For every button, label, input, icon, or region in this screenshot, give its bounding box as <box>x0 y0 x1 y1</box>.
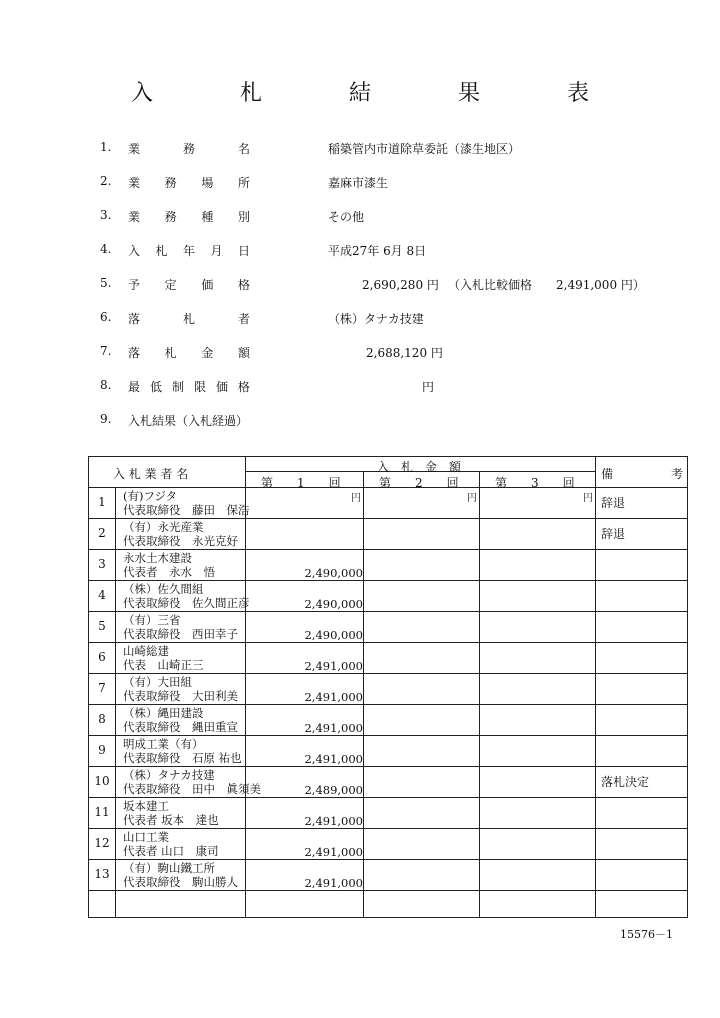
item-label-char: 場 <box>201 176 214 190</box>
info-item <box>100 344 700 378</box>
item-label-char: 低 <box>149 380 162 394</box>
item-number: 7. <box>100 344 112 358</box>
item-label-char: 最 <box>128 380 141 394</box>
bidder-representative: 代表 山崎正三 <box>123 658 204 672</box>
info-item <box>100 174 700 208</box>
bidder-company: （有）駒山鐵工所 <box>123 861 215 875</box>
info-item <box>100 378 700 412</box>
bidder-company: 坂本建工 <box>123 799 169 813</box>
item-value: 2,690,280 円 <box>362 278 439 292</box>
item-label-char: 業 <box>128 210 141 224</box>
header-round-1: 第 1 回 <box>261 476 341 490</box>
header-remarks-1: 備 <box>601 467 614 481</box>
remarks-note: 辞退 <box>601 496 626 510</box>
item-label-char: 格 <box>237 278 250 292</box>
item-value: 平成27年 6月 8日 <box>328 244 427 258</box>
info-item <box>100 242 700 276</box>
item-label <box>128 378 250 395</box>
bid-results-table <box>88 456 688 918</box>
item-number: 8. <box>100 378 112 392</box>
col-line-remarks <box>595 457 596 917</box>
bid-amount-round-1: 2,491,000 <box>304 845 363 859</box>
bid-amount-round-1: 2,491,000 <box>304 659 363 673</box>
item-label-char: 予 <box>128 278 141 292</box>
col-line-round2 <box>363 471 364 917</box>
bid-amount-round-1: 2,491,000 <box>304 876 363 890</box>
item-value: その他 <box>328 210 365 224</box>
bid-info-list <box>100 140 700 446</box>
bidder-company: 山崎総建 <box>123 644 169 658</box>
item-label-char: 種 <box>201 210 214 224</box>
row-divider-line <box>89 611 687 612</box>
bidder-company: （株）縄田建設 <box>123 706 204 720</box>
row-number: 6 <box>98 650 106 664</box>
item-label-char: 務 <box>164 176 177 190</box>
bid-amount-round-1: 2,490,000 <box>304 597 363 611</box>
item-label-char: 金 <box>201 346 214 360</box>
bidder-representative: 代表取締役 大田利美 <box>123 689 238 703</box>
item-label <box>128 208 250 225</box>
row-number: 5 <box>98 619 106 633</box>
bidder-company: （有）大田組 <box>123 675 192 689</box>
yen-mark-round-2: 円 <box>467 493 477 504</box>
item-value: 稲築管内市道除草委託（漆生地区） <box>328 142 521 156</box>
item-label-char: 者 <box>237 312 250 326</box>
bidder-representative: 代表者 山口 康司 <box>123 844 219 858</box>
bidder-representative: 代表取締役 駒山勝人 <box>123 875 238 889</box>
bidder-representative: 代表取締役 永光克好 <box>123 534 238 548</box>
row-divider-line <box>89 797 687 798</box>
item-number: 2. <box>100 174 112 188</box>
header-bid-amount: 入 札 金 額 <box>377 460 462 474</box>
comparison-price-label: （入札比較価格 <box>448 278 533 292</box>
bid-amount-round-1: 2,491,000 <box>304 752 363 766</box>
row-divider-line <box>89 518 687 519</box>
col-line-name <box>245 457 246 917</box>
item-label <box>128 344 250 361</box>
item-number: 6. <box>100 310 112 324</box>
item-label-char: 格 <box>237 380 250 394</box>
item-label: 入札結果（入札経過） <box>128 414 249 428</box>
header-remarks-2: 考 <box>671 467 684 481</box>
bidder-representative: 代表取締役 佐久間正彦 <box>123 596 250 610</box>
bid-amount-round-1: 2,491,000 <box>304 814 363 828</box>
bidder-representative: 代表取締役 縄田重宣 <box>123 720 238 734</box>
info-item <box>100 276 700 310</box>
yen-mark-round-3: 円 <box>583 493 593 504</box>
item-label-char: 入 <box>128 244 141 258</box>
item-label <box>128 140 250 157</box>
item-label-char: 限 <box>193 380 206 394</box>
row-number: 3 <box>98 557 106 571</box>
info-item <box>100 310 700 344</box>
item-number: 1. <box>100 140 112 154</box>
row-number: 11 <box>94 805 110 819</box>
item-label-char: 名 <box>237 142 250 156</box>
row-number: 7 <box>98 681 106 695</box>
bid-amount-round-1: 2,491,000 <box>304 721 363 735</box>
row-number: 12 <box>94 836 110 850</box>
bidder-company: （株）タナカ技建 <box>123 768 215 782</box>
row-divider-line <box>89 580 687 581</box>
item-value: 円 <box>422 380 435 394</box>
item-label-char: 札 <box>164 346 177 360</box>
bidder-representative: 代表取締役 石原 祐也 <box>123 751 242 765</box>
bidder-company: 山口工業 <box>123 830 169 844</box>
header-bidder-name: 入 札 業 者 名 <box>113 467 189 481</box>
item-label-char: 価 <box>215 380 228 394</box>
col-line-round3 <box>479 471 480 917</box>
item-label <box>128 174 250 191</box>
row-number: 13 <box>94 867 110 881</box>
row-divider-line <box>89 735 687 736</box>
header-round-2: 第 2 回 <box>379 476 459 490</box>
bidder-representative: 代表者 坂本 達也 <box>123 813 219 827</box>
item-value: 2,688,120 円 <box>366 346 443 360</box>
comparison-price-value: 2,491,000 円） <box>556 278 645 292</box>
item-label-char: 落 <box>128 312 141 326</box>
row-number: 9 <box>98 743 106 757</box>
item-value: 嘉麻市漆生 <box>328 176 389 190</box>
bidder-company: （有）三省 <box>123 613 181 627</box>
row-divider-line <box>89 859 687 860</box>
item-label-char: 日 <box>237 244 250 258</box>
bidder-company: （有）永光産業 <box>123 520 204 534</box>
row-number: 2 <box>98 526 106 540</box>
item-label-char: 額 <box>237 346 250 360</box>
item-label-char: 制 <box>171 380 184 394</box>
item-number: 9. <box>100 412 112 426</box>
item-label-char: 札 <box>155 244 168 258</box>
row-divider-line <box>89 704 687 705</box>
page-title: 入 札 結 果 表 <box>131 81 629 106</box>
row-divider-line <box>89 828 687 829</box>
row-number: 8 <box>98 712 106 726</box>
bidder-representative: 代表取締役 西田幸子 <box>123 627 238 641</box>
bidder-company: (有)フジタ <box>123 489 178 503</box>
bid-amount-round-1: 2,489,000 <box>304 783 363 797</box>
bid-amount-round-1: 2,491,000 <box>304 690 363 704</box>
item-label-char: 務 <box>164 210 177 224</box>
item-label-char: 定 <box>164 278 177 292</box>
info-item <box>100 208 700 242</box>
item-label-char: 落 <box>128 346 141 360</box>
info-item <box>100 412 700 446</box>
row-number: 4 <box>98 588 106 602</box>
remarks-note: 落札決定 <box>601 775 650 789</box>
item-label-char: 札 <box>182 312 195 326</box>
item-label-char: 月 <box>210 244 223 258</box>
remarks-note: 辞退 <box>601 527 626 541</box>
item-number: 3. <box>100 208 112 222</box>
col-line-number <box>115 487 116 917</box>
item-label-char: 年 <box>182 244 195 258</box>
row-divider-line <box>89 673 687 674</box>
bidder-representative: 代表取締役 藤田 保浩 <box>123 503 250 517</box>
item-label <box>128 242 250 259</box>
bidder-company: 永水土木建設 <box>123 551 192 565</box>
row-divider-line <box>89 549 687 550</box>
bid-amount-round-1: 2,490,000 <box>304 566 363 580</box>
bidder-representative: 代表者 永水 悟 <box>123 565 215 579</box>
item-value: （株）タナカ技建 <box>328 312 424 326</box>
item-label-char: 務 <box>182 142 195 156</box>
item-label-char: 別 <box>237 210 250 224</box>
item-label-char: 所 <box>237 176 250 190</box>
item-label-char: 業 <box>128 142 141 156</box>
bidder-representative: 代表取締役 田中 眞須美 <box>123 782 261 796</box>
bidder-company: （株）佐久間組 <box>123 582 204 596</box>
row-number: 1 <box>98 495 106 509</box>
bidder-company: 明成工業（有） <box>123 737 204 751</box>
row-divider-line <box>89 766 687 767</box>
bid-amount-round-1: 2,490,000 <box>304 628 363 642</box>
row-divider-line <box>89 642 687 643</box>
header-round-3: 第 3 回 <box>495 476 575 490</box>
row-divider-line <box>89 890 687 891</box>
item-label-char: 価 <box>201 278 214 292</box>
item-label <box>128 310 250 327</box>
row-number: 10 <box>94 774 110 788</box>
item-number: 5. <box>100 276 112 290</box>
info-item <box>100 140 700 174</box>
item-label <box>128 276 250 293</box>
item-number: 4. <box>100 242 112 256</box>
document-number: 15576－1 <box>620 928 673 941</box>
yen-mark-round-1: 円 <box>351 493 361 504</box>
item-label-char: 業 <box>128 176 141 190</box>
